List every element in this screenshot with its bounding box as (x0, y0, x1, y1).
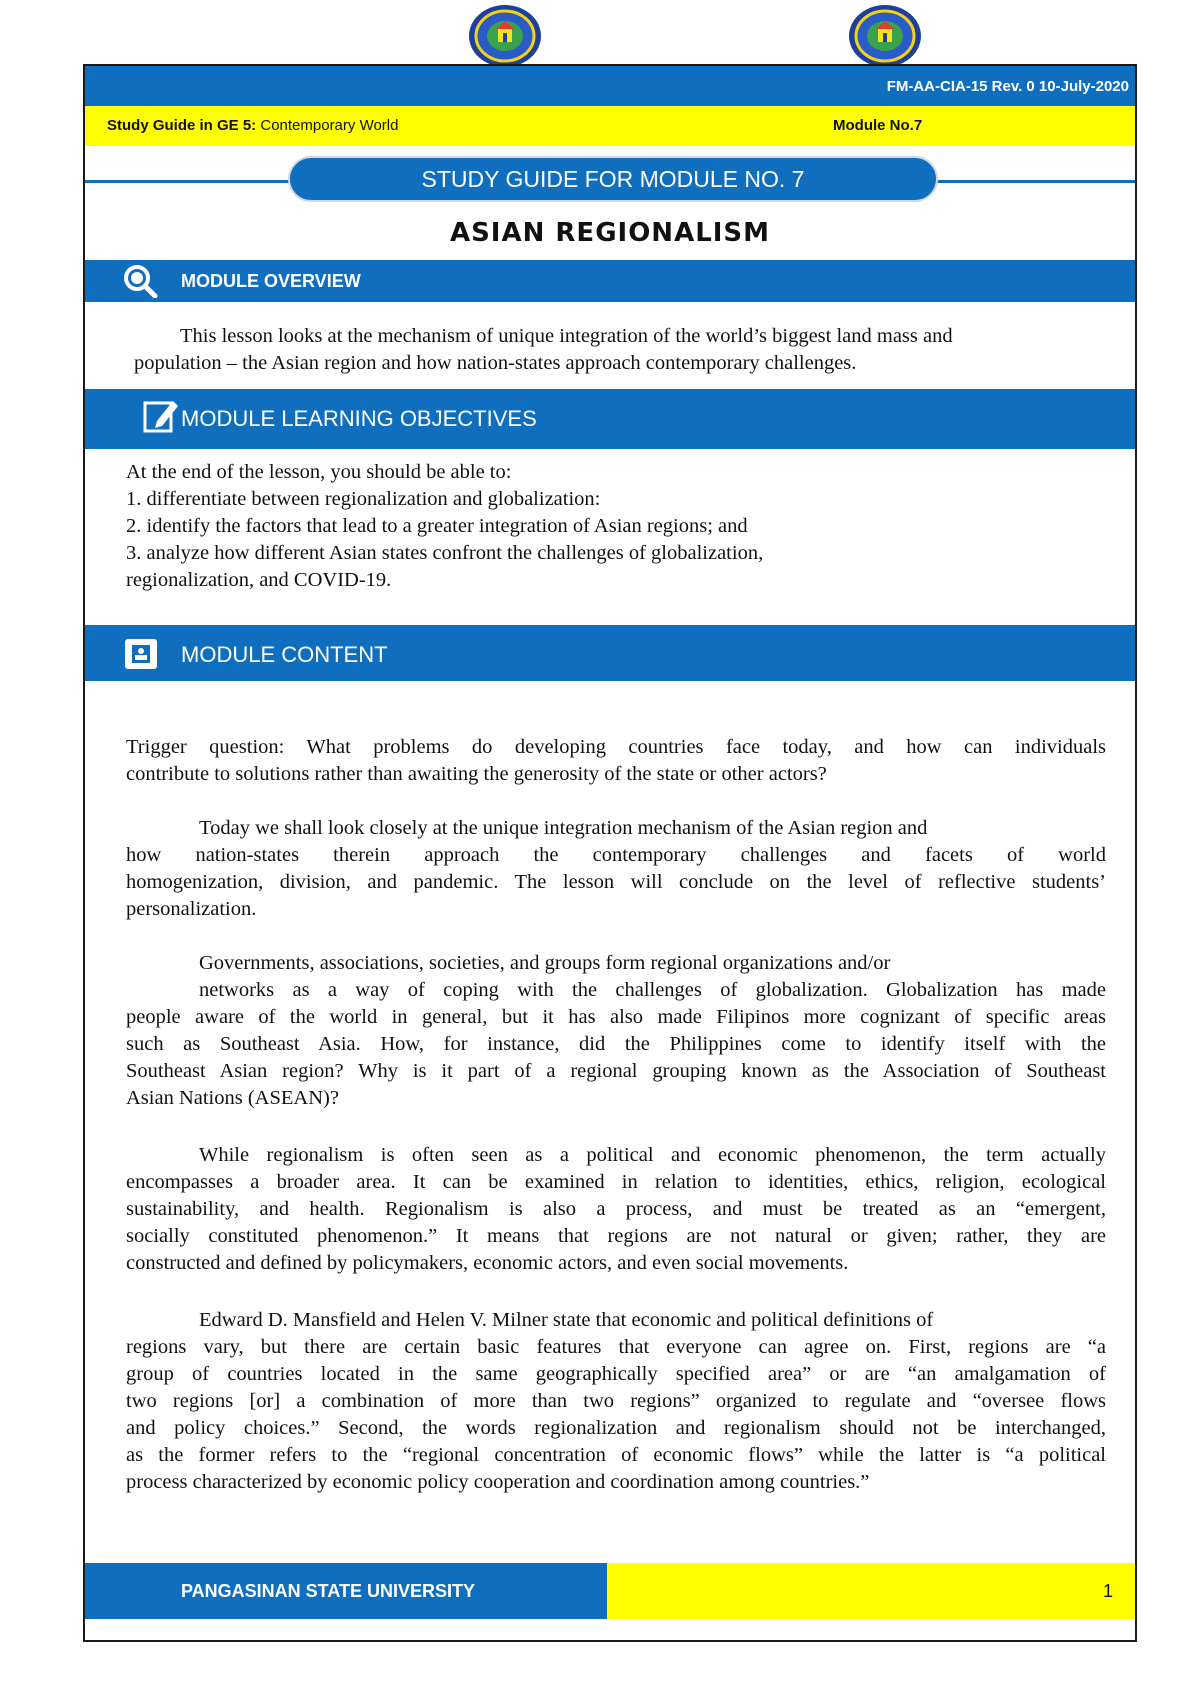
overview-line-2: population – the Asian region and how nation-states approach contemporary challenges. (134, 352, 857, 374)
paragraph-line: networks as a way of coping with the challenges of globalization. Globalization has made (199, 979, 1106, 1001)
module-overview-heading: MODULE OVERVIEW (181, 271, 361, 291)
objective-line: 1. differentiate between regionalization and globalization: (126, 488, 601, 510)
paragraph-line: group of countries located in the same geographically specified area” or are “an amalgamation of (126, 1363, 1106, 1385)
objective-line: regionalization, and COVID-19. (126, 569, 392, 591)
paragraph-line: Asian Nations (ASEAN)? (126, 1087, 339, 1109)
page-number: 1 (1102, 1581, 1113, 1601)
overview-line-1: This lesson looks at the mechanism of unique integration of the world’s biggest land mass and (180, 325, 953, 347)
search-icon (123, 264, 159, 298)
course-name: Contemporary World (260, 117, 399, 134)
study-guide-banner: STUDY GUIDE FOR MODULE NO. 7 (288, 156, 938, 202)
module-content-heading: MODULE CONTENT (181, 642, 388, 667)
paragraph-line: such as Southeast Asia. How, for instance, did the Philippines come to identify itself with the (126, 1033, 1106, 1055)
trigger-question-line: contribute to solutions rather than awaiting the generosity of the state or other actors? (126, 763, 827, 785)
objective-line: At the end of the lesson, you should be able to: (126, 461, 512, 483)
paragraph-line: Governments, associations, societies, and groups form regional organizations and/or (199, 952, 891, 974)
paragraph-line: Southeast Asian region? Why is it part of a regional grouping known as the Association of Southeast (126, 1060, 1106, 1082)
footer-university-bar (85, 1563, 607, 1619)
module-overview-header (85, 260, 1135, 302)
paragraph-line: and policy choices.” Second, the words regionalization and regionalism should not be interchanged, (126, 1417, 1106, 1439)
paragraph-line: encompasses a broader area. It can be examined in relation to identities, ethics, religion, ecological (126, 1171, 1106, 1193)
university-seal-icon (465, 2, 545, 66)
learning-objectives-header (85, 389, 1135, 449)
paragraph-line: personalization. (126, 898, 257, 920)
document-icon (123, 637, 159, 671)
edit-icon (143, 397, 179, 433)
learning-objectives-heading: MODULE LEARNING OBJECTIVES (181, 406, 537, 431)
university-seal-icon (845, 2, 925, 66)
paragraph-line: process characterized by economic policy cooperation and coordination among countries.” (126, 1471, 870, 1493)
objective-line: 2. identify the factors that lead to a greater integration of Asian regions; and (126, 515, 748, 537)
university-name: PANGASINAN STATE UNIVERSITY (181, 1581, 476, 1601)
trigger-question-line: Trigger question: What problems do developing countries face today, and how can individuals (126, 736, 1106, 758)
paragraph-line: people aware of the world in general, but it has also made Filipinos more cognizant of specific areas (126, 1006, 1106, 1028)
paragraph-line: regions vary, but there are certain basic features that everyone can agree on. First, regions are “a (126, 1336, 1106, 1358)
paragraph-line: how nation-states therein approach the contemporary challenges and facets of world (126, 844, 1106, 866)
paragraph-line: sustainability, and health. Regionalism is also a process, and must be treated as an “emergent, (126, 1198, 1106, 1220)
objective-line: 3. analyze how different Asian states confront the challenges of globalization, (126, 542, 764, 564)
paragraph-line: homogenization, division, and pandemic. The lesson will conclude on the level of reflective students’ (126, 871, 1106, 893)
module-number: Module No.7 (833, 117, 923, 134)
paragraph-line: Edward D. Mansfield and Helen V. Milner state that economic and political definitions of (199, 1309, 934, 1331)
study-guide-label (107, 117, 398, 134)
paragraph-line: Today we shall look closely at the unique integration mechanism of the Asian region and (199, 817, 928, 839)
study-guide-prefix: Study Guide in GE 5: (107, 117, 257, 134)
paragraph-line: as the former refers to the “regional concentration of economic flows” while the latter is “a political (126, 1444, 1106, 1466)
study-guide-bar (85, 106, 1135, 146)
footer-page-bar (607, 1563, 1135, 1619)
form-code-bar (85, 66, 1135, 106)
page-title: ASIAN REGIONALISM (449, 218, 771, 248)
form-code: FM-AA-CIA-15 Rev. 0 10-July-2020 (886, 78, 1129, 95)
paragraph-line: While regionalism is often seen as a political and economic phenomenon, the term actually (199, 1144, 1106, 1166)
paragraph-line: constructed and defined by policymakers, economic actors, and even social movements. (126, 1252, 849, 1274)
paragraph-line: two regions [or] a combination of more than two regions” organized to regulate and “oversee flows (126, 1390, 1106, 1412)
paragraph-line: socially constituted phenomenon.” It means that regions are not natural or given; rather, they are (126, 1225, 1106, 1247)
module-content-header (85, 625, 1135, 681)
